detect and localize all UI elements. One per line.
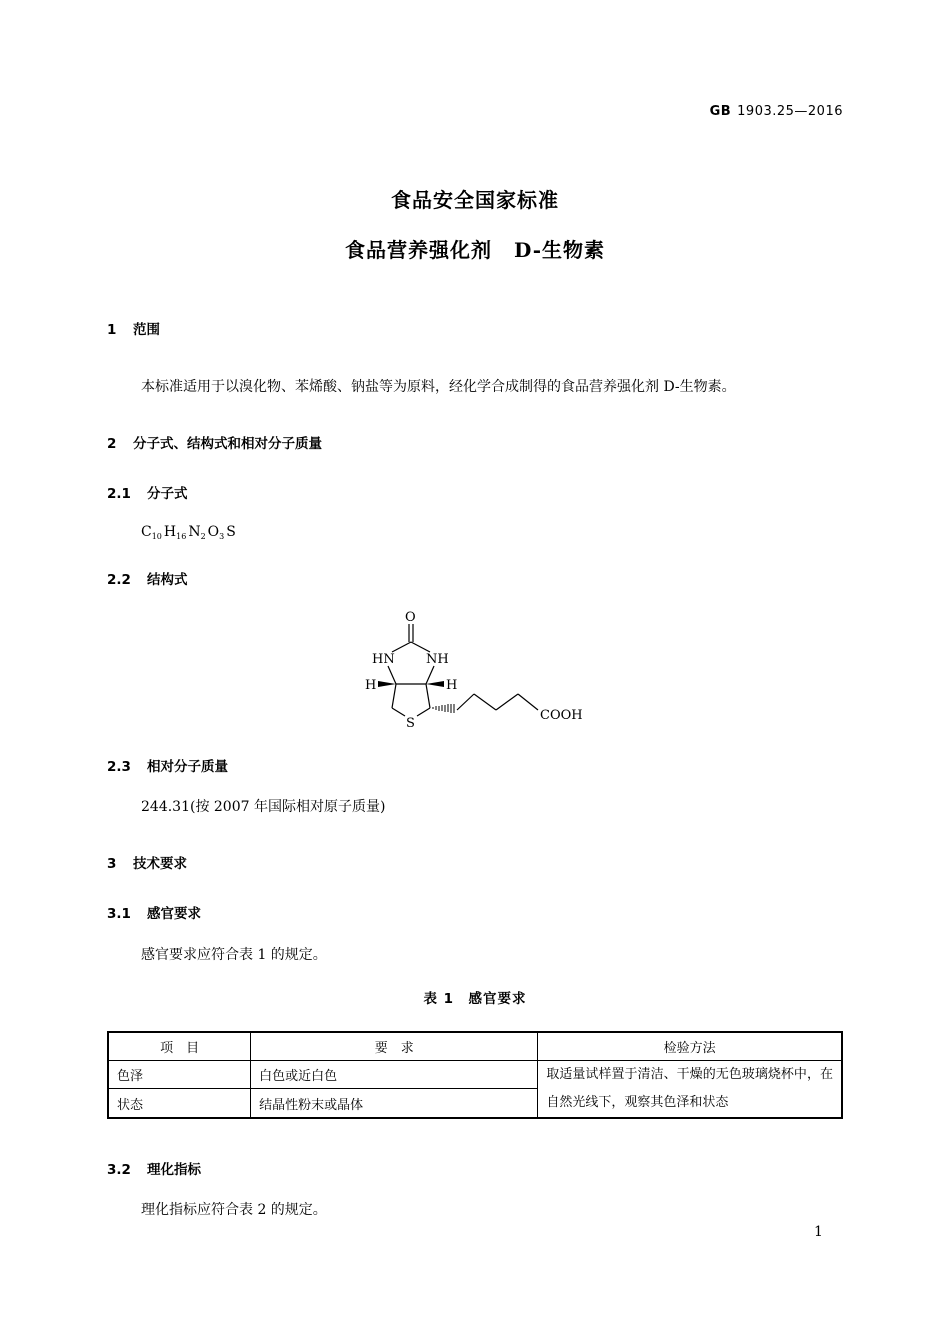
cell-requirement: 结晶性粉末或晶体 (251, 1089, 538, 1118)
standard-number: 1903.25—2016 (737, 104, 843, 119)
cell-item: 色泽 (108, 1061, 251, 1089)
page-number: 1 (814, 1224, 823, 1240)
subtitle-cn: 食品营养强化剂 (344, 238, 492, 262)
section-3-2-heading: 3.2 理化指标 (107, 1162, 201, 1178)
standard-prefix: GB (709, 104, 732, 119)
section-2-2-heading: 2.2 结构式 (107, 572, 188, 588)
header-method: 检验方法 (538, 1032, 842, 1061)
cooh-label: COOH (540, 708, 583, 723)
hn-left-label: HN (372, 652, 395, 667)
table-row (108, 1061, 842, 1089)
oxygen-label: O (405, 610, 416, 625)
section-1-heading: 1 范围 (107, 322, 160, 338)
sulfur-label: S (406, 716, 415, 731)
structural-formula (362, 604, 592, 734)
cell-method: 取适量试样置于清洁、干燥的无色玻璃烧杯中，在自然光线下，观察其色泽和状态 (538, 1061, 842, 1119)
table-1-caption: 表 1 感官要求 (423, 991, 527, 1007)
table-header-row (108, 1032, 842, 1061)
molecular-mass-text: 244.31(按 2007 年国际相对原子质量) (141, 799, 386, 815)
molecular-formula: $C_{10}$ $H_{16}$ $N_2$ $O_3$ S (141, 524, 236, 541)
cell-requirement: 白色或近白色 (251, 1061, 538, 1089)
h-right-label: H (446, 678, 458, 693)
section-3-1-text: 感官要求应符合表 1 的规定。 (141, 947, 327, 963)
standard-code (710, 104, 843, 119)
section-3-2-text: 理化指标应符合表 2 的规定。 (141, 1202, 327, 1218)
section-1-text: 本标准适用于以溴化物、苯烯酸、钠盐等为原料，经化学合成制得的食品营养强化剂 D-生物素。 (141, 379, 736, 395)
header-item: 项 目 (108, 1032, 251, 1061)
cell-item: 状态 (108, 1089, 251, 1118)
header-requirement: 要 求 (251, 1032, 538, 1061)
section-3-1-heading: 3.1 感官要求 (107, 906, 201, 922)
section-2-1-heading: 2.1 分子式 (107, 486, 188, 502)
nh-right-label: NH (426, 652, 449, 667)
sensory-requirements-table (107, 1031, 843, 1119)
section-3-heading: 3 技术要求 (107, 856, 187, 872)
subtitle-latin: D-生物素 (513, 238, 605, 262)
document-title: 食品安全国家标准 (391, 188, 559, 212)
document-subtitle (0, 234, 950, 263)
section-2-heading: 2 分子式、结构式和相对分子质量 (107, 436, 322, 452)
h-left-label: H (365, 678, 377, 693)
section-2-3-heading: 2.3 相对分子质量 (107, 759, 228, 775)
